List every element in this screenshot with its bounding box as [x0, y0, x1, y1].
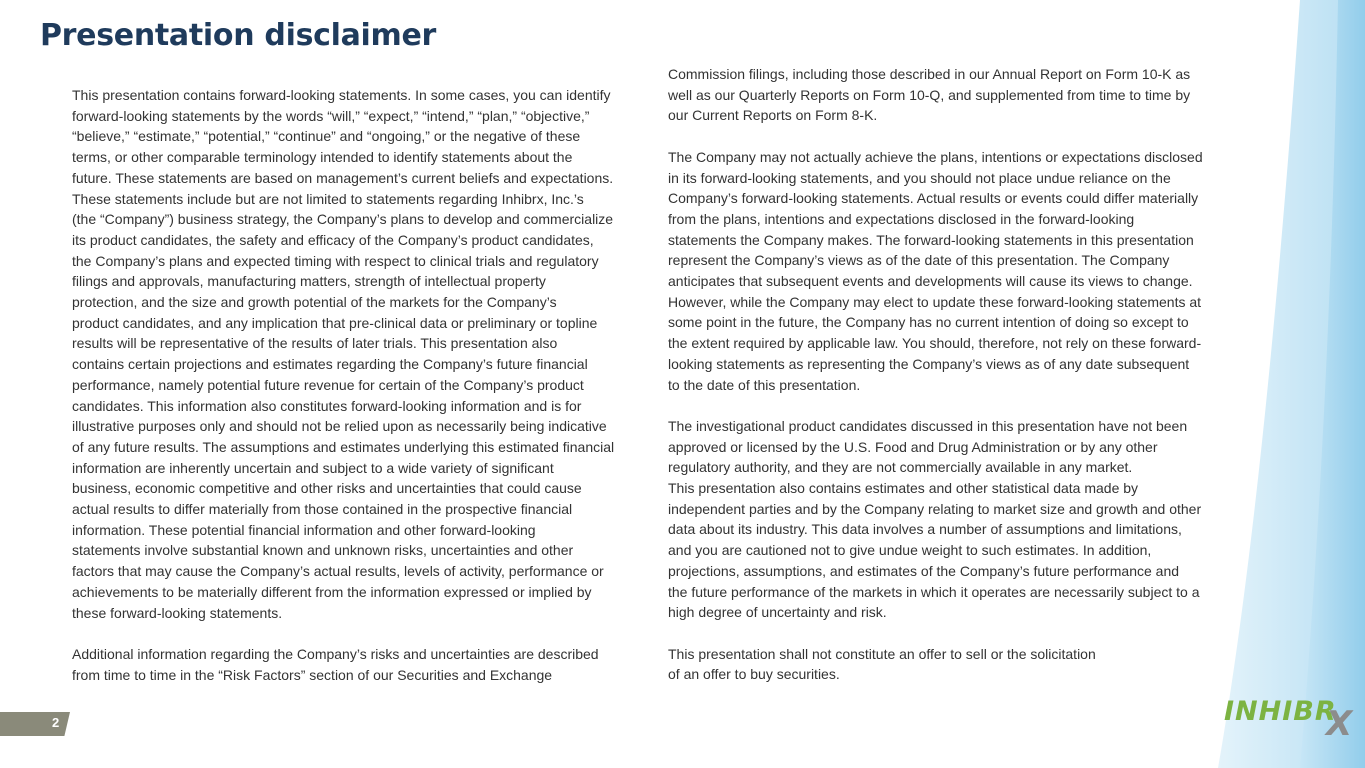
left-column-text-line: its product candidates, the safety and efficacy of the Company’s product candidates, [72, 231, 594, 248]
right-column-text-line: regulatory authority, and they are not commercially available in any market. [668, 459, 1133, 476]
left-column-text-line: candidates. This information also constitutes forward-looking information and is for [72, 397, 582, 414]
right-column-text-line: Company’s forward-looking statements. Actual results or events could differ materially [668, 190, 1199, 207]
right-column-text-line: of an offer to buy securities. [668, 666, 840, 683]
logo-wordmark: INHIBR [1224, 696, 1337, 727]
left-column-text-line: information are inherently uncertain and subject to a wide variety of significant [72, 459, 554, 476]
disclaimer-right-column [668, 64, 1228, 685]
left-column-text-line: These statements include but are not limited to statements regarding Inhibrx, Inc.’s [72, 190, 584, 207]
disclaimer-left-column [72, 85, 632, 685]
left-column-text-line: This presentation contains forward-looking statements. In some cases, you can identify [72, 87, 611, 103]
right-column-text-line: anticipates that subsequent events and developments will cause its views to change. [668, 273, 1193, 290]
right-column-text-line: the future performance of the markets in which it operates are necessarily subject to a [668, 583, 1200, 600]
right-column-text-line: represent the Company’s views as of the date of this presentation. The Company [668, 252, 1170, 269]
right-column-text-line: and you are cautioned not to give undue weight to such estimates. In addition, [668, 542, 1152, 559]
left-column-text-line: results will be representative of the results of later trials. This presentation also [72, 335, 558, 352]
right-column-text-line: projections, assumptions, and estimates of the Company’s future performance and [668, 562, 1180, 579]
left-column-text-line: filings and approvals, manufacturing matters, strength of intellectual property [72, 273, 546, 290]
right-column-text-line: This presentation shall not constitute an offer to sell or the solicitation [668, 645, 1096, 662]
right-column-text-line: to the date of this presentation. [668, 376, 861, 393]
left-column-text-line: contains certain projections and estimates regarding the Company’s future financial [72, 356, 588, 373]
page-title: Presentation disclaimer [40, 18, 437, 53]
left-column-text-line: protection, and the size and growth potential of the markets for the Company’s [72, 294, 557, 311]
left-column-text-line: from time to time in the “Risk Factors” section of our Securities and Exchange [72, 666, 553, 683]
paragraph-gap [668, 623, 1228, 644]
left-column-text-line: “believe,” “estimate,” “potential,” “continue” and “ongoing,” or the negative of these [72, 128, 581, 145]
page-number-badge [0, 712, 70, 736]
left-column-text-line: performance, namely potential future revenue for certain of the Company’s product [72, 376, 584, 393]
right-column-text-line: high degree of uncertainty and risk. [668, 604, 887, 621]
left-column-text-line: forward-looking statements by the words “will,” “expect,” “intend,” “plan,” “objective,” [72, 107, 590, 124]
left-column-text-line: business, economic competitive and other risks and uncertainties that could cause [72, 480, 582, 497]
page-number: 2 [52, 715, 60, 730]
logo-x-mark: X [1326, 704, 1353, 744]
right-column-text-line: some point in the future, the Company has no current intention of doing so except to [668, 314, 1189, 331]
left-column-text-line: the Company’s plans and expected timing with respect to clinical trials and regulatory [72, 252, 599, 269]
inhibrx-logo [1222, 690, 1362, 744]
left-column-text-line: information. These potential financial information and other forward-looking [72, 521, 536, 538]
right-column-text-line: The investigational product candidates discussed in this presentation have not been [668, 417, 1188, 434]
left-column-text-line: future. These statements are based on management’s current beliefs and expectations. [72, 169, 614, 186]
right-column-text-line: However, while the Company may elect to update these forward-looking statements at [668, 293, 1202, 310]
right-column-text-line: the extent required by applicable law. You should, therefore, not rely on these forward- [668, 335, 1202, 352]
left-column-text-line: Additional information regarding the Company’s risks and uncertainties are described [72, 645, 599, 662]
paragraph-gap [668, 395, 1228, 416]
right-column-text-line: Commission filings, including those described in our Annual Report on Form 10-K as [668, 66, 1191, 82]
right-column-text-line: in its forward-looking statements, and you should not place undue reliance on the [668, 169, 1171, 186]
left-column-text-line: illustrative purposes only and should not be relied upon as necessarily being indicative [72, 418, 607, 435]
right-column-text-line: from the plans, intentions and expectations disclosed in the forward-looking [668, 210, 1135, 227]
right-column-text-line: This presentation also contains estimates and other statistical data made by [668, 480, 1139, 497]
paragraph-gap [72, 623, 632, 644]
left-column-text-line: of any future results. The assumptions and estimates underlying this estimated financial [72, 438, 615, 455]
left-column-text-line: terms, or other comparable terminology intended to identify statements about the [72, 149, 573, 166]
left-column-text-line: product candidates, and any implication that pre-clinical data or preliminary or topline [72, 314, 598, 331]
right-column-text-line: data about its industry. This data involves a number of assumptions and limitations, [668, 521, 1182, 538]
left-column-text-line: actual results to differ materially from those contained in the prospective financial [72, 501, 573, 518]
right-column-text-line: The Company may not actually achieve the plans, intentions or expectations disclosed [668, 148, 1203, 165]
right-column-text-line: independent parties and by the Company relating to market size and growth and other [668, 500, 1202, 517]
right-column-text-line: statements the Company makes. The forward-looking statements in this presentation [668, 231, 1194, 248]
left-column-text-line: statements involve substantial known and unknown risks, uncertainties and other [72, 542, 574, 559]
right-column-text-line: well as our Quarterly Reports on Form 10-Q, and supplemented from time to time by [668, 86, 1191, 103]
left-column-text-line: (the “Company”) business strategy, the Company’s plans to develop and commercialize [72, 211, 614, 228]
paragraph-gap [668, 126, 1228, 147]
left-column-text-line: achievements to be materially different from the information expressed or implied by [72, 583, 592, 600]
left-column-text-line: factors that may cause the Company’s actual results, levels of activity, performance or [72, 563, 604, 580]
right-column-text-line: approved or licensed by the U.S. Food and Drug Administration or by any other [668, 438, 1158, 455]
right-column-text-line: looking statements as representing the Company’s views as of any date subsequent [668, 355, 1190, 372]
left-column-text-line: these forward-looking statements. [72, 604, 283, 621]
right-column-text-line: our Current Reports on Form 8-K. [668, 107, 878, 124]
